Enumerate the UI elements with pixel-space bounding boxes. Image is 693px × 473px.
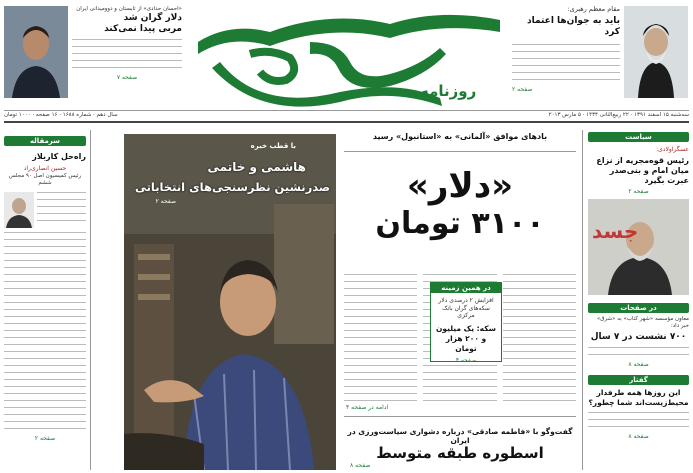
related-box-text1: افزایش ۲ درصدی دلار سکه‌های گران بانک مرکزی	[438, 297, 494, 319]
editorial-page: صفحه ۲	[34, 434, 56, 442]
left-promo-subtitle: مربی پیدا نمی‌کند	[104, 24, 182, 34]
right-promo-page: صفحه ۲	[512, 85, 533, 93]
main-related-box[interactable]	[430, 282, 502, 362]
politics-photo	[588, 199, 689, 295]
right-column	[588, 132, 689, 472]
main-bottom-headline[interactable]: اسطوره طبقه متوسط	[376, 444, 544, 462]
editorial-author-title: رئیس کمیسیون اصل ۹۰ مجلس ششم	[8, 172, 82, 186]
editorial-author-photo	[4, 192, 34, 228]
right-promo-photo	[624, 6, 688, 98]
issue-line: سال دهم · شماره ۱۶۸۸ · ۱۶ صفحه · ۱۰۰۰ تومان	[4, 112, 118, 118]
related-box-tag: در همین زمینه	[431, 283, 501, 293]
right-promo-body	[512, 44, 620, 80]
right-promo-title: باید به جوان‌ها اعتماد کرد	[526, 15, 620, 37]
econ-body	[588, 347, 689, 355]
related-box-page: صفحه ۴	[455, 356, 477, 364]
econ-page: صفحه ۸	[628, 361, 649, 368]
main-ref-page: ادامه در صفحه ۴	[346, 404, 389, 411]
editorial-body	[4, 232, 86, 429]
date-line: سه‌شنبه ۱۵ اسفند ۱۳۹۱ · ۲۲ ربیع‌الثانی ۱۴۳۴ · ۵ مارس ۲۰۱۳	[548, 112, 689, 118]
feature[interactable]	[124, 134, 336, 470]
masthead-rule	[4, 110, 689, 111]
politics-page: صفحه ۲	[628, 187, 649, 195]
politics-stamp: جسد	[592, 219, 639, 243]
main-top-rule	[344, 151, 576, 152]
main-top-kicker[interactable]: بادهای موافق «آلمانی» به «استانبول» رسید	[372, 132, 548, 141]
logo-text	[330, 26, 332, 27]
main-story	[344, 130, 576, 472]
culture-headline[interactable]: این روزها همه طرفدار محیط‌زیست‌اند شما چطور؟	[588, 387, 689, 407]
feature-title-line2: صدرنشین نظرسنجی‌های انتخاباتی	[134, 180, 330, 194]
culture-body	[588, 412, 689, 427]
right-promo-kicker: مقام معظم رهبری:	[567, 5, 620, 13]
econ-headline[interactable]: ۷۰۰ نشست در ۷ سال	[590, 332, 687, 342]
left-promo-kicker: «احسان حدادی» از تابستان و دوومیدانی ایران	[76, 6, 182, 12]
left-promo-body	[72, 39, 182, 68]
main-bottom-rule	[344, 416, 576, 417]
left-promo[interactable]	[72, 6, 182, 98]
politics-kicker: عسگراولادی:	[656, 146, 689, 153]
masthead-rule-bottom	[4, 121, 689, 123]
related-box-text2: سکه: یک میلیون و ۲۰۰ هزار تومان	[436, 323, 496, 353]
econ-section-tag: در صفحات	[588, 303, 689, 313]
logo	[190, 2, 510, 112]
left-column	[4, 136, 86, 471]
editorial-body-top	[37, 192, 86, 228]
left-promo-page: صفحه ۷	[116, 74, 138, 81]
editorial-section-tag: سرمقاله	[4, 136, 86, 146]
editorial-headline[interactable]: راه‌حل کاربلاز	[32, 152, 86, 161]
main-bottom-kicker[interactable]: گفت‌وگو با «فاطمه صادقی» درباره دشواری سیاست‌ورزی در ایران	[347, 427, 573, 445]
left-column-divider	[90, 130, 91, 470]
left-promo-title: دلار گران شد	[123, 13, 182, 23]
editorial-author: حسین انصاری‌راد	[23, 165, 67, 172]
econ-kicker: معاون مؤسسه «شهر کتاب» به «شرق» خبر داد:	[596, 316, 689, 329]
politics-section-tag: سیاست	[588, 132, 689, 142]
politics-headline[interactable]: رئیس قوه‌مجریه از نزاع میان امام و بنی‌صدر عبرت بگیرد	[596, 155, 689, 185]
main-bottom-page: صفحه ۸	[350, 462, 371, 469]
feature-page: صفحه ۲	[155, 198, 176, 205]
logo-subtitle: روزنامه	[420, 82, 477, 100]
masthead	[0, 0, 693, 122]
culture-page: صفحه ۸	[628, 432, 649, 440]
main-body-col-3	[344, 274, 417, 414]
main-headline-line2[interactable]: ۳۱۰۰ تومان	[375, 206, 545, 241]
feature-title-line1: هاشمی و خاتمی	[207, 160, 306, 174]
right-promo[interactable]	[512, 6, 620, 98]
main-body-col-1	[503, 274, 576, 414]
right-column-divider	[582, 130, 583, 470]
feature-kicker: با قطب خبره	[250, 142, 296, 150]
main-headline-line1[interactable]: «دلار»	[406, 166, 514, 206]
left-promo-photo	[4, 6, 68, 98]
culture-section-tag: گفتار	[588, 375, 689, 385]
